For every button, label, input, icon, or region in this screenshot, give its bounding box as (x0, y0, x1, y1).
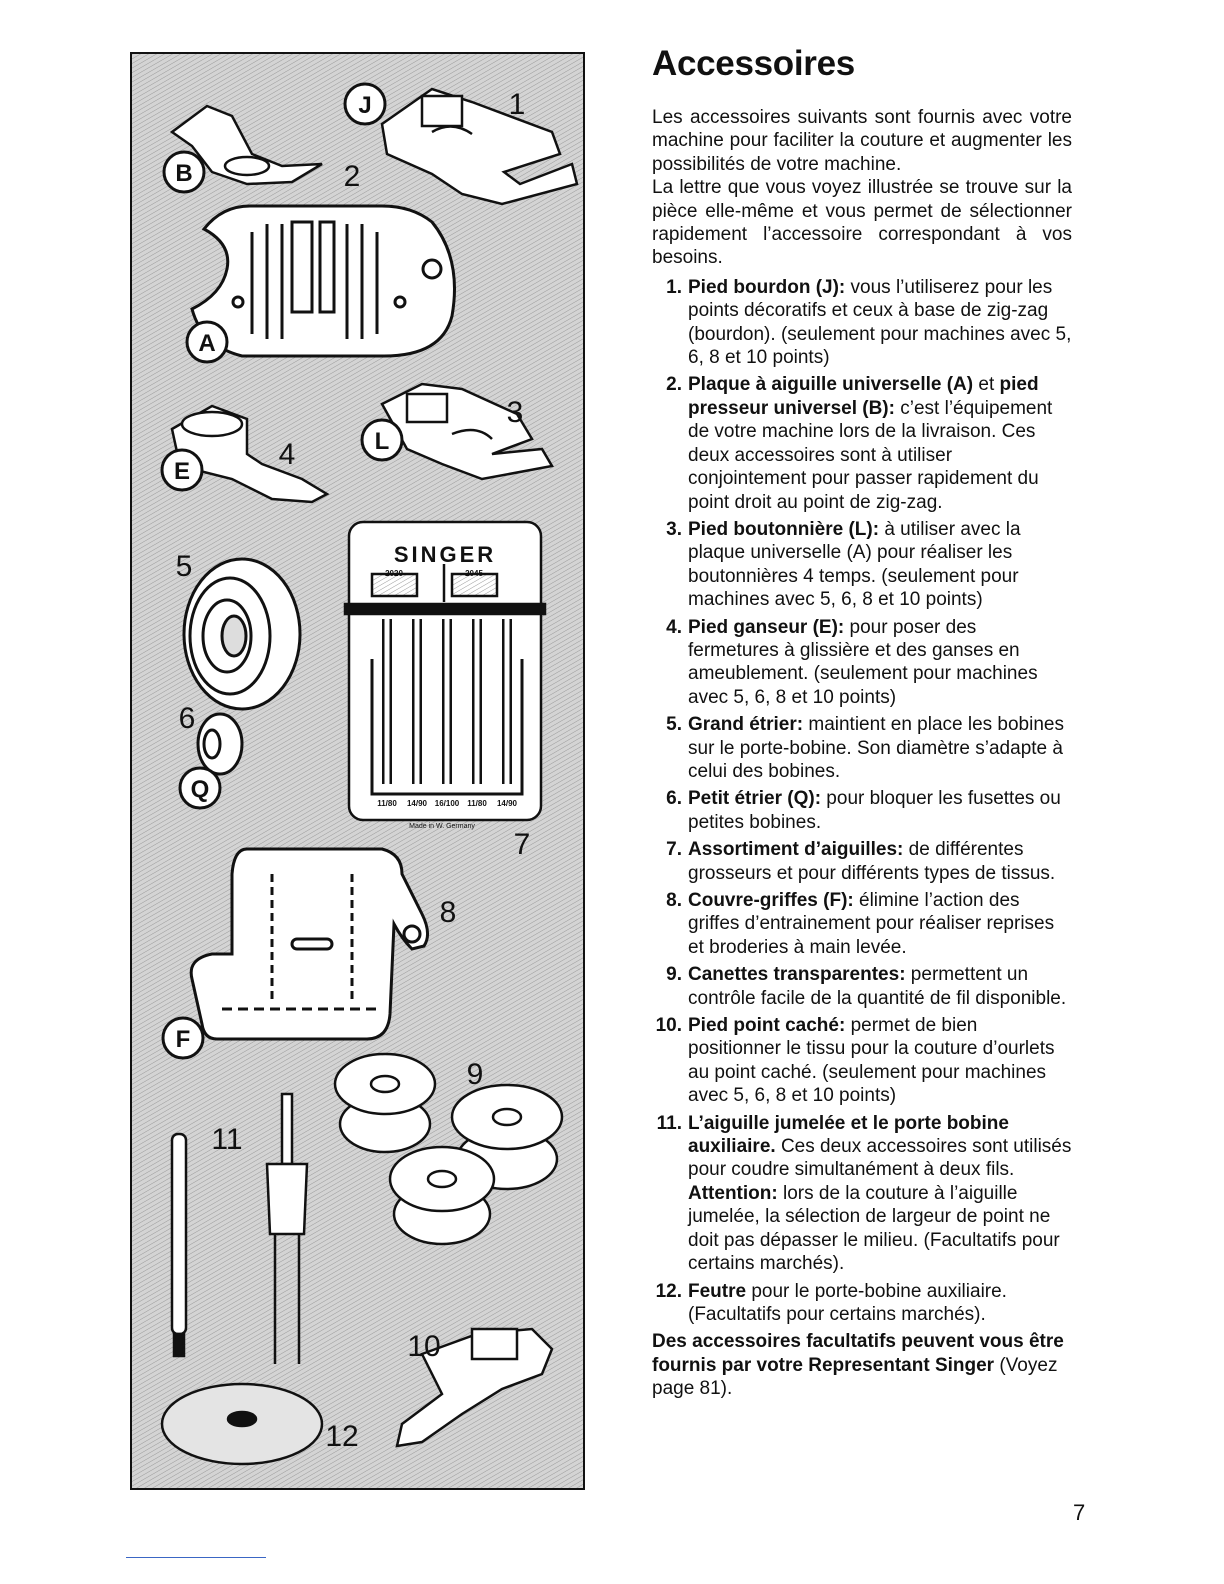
singer-brand: SINGER (393, 542, 497, 567)
number-1: 1 (508, 88, 526, 121)
list-item: 6. Petit étrier (Q): pour bloquer les fusettes ou petites bobines. (666, 788, 1061, 833)
text-column (652, 44, 1072, 1401)
number-6: 6 (178, 702, 196, 735)
needle-code-2: 2045 (465, 569, 483, 578)
number-5: 5 (175, 550, 193, 583)
accessories-drawing (132, 54, 585, 1490)
number-10: 10 (407, 1330, 441, 1363)
needle-size-1: 11/80 (377, 799, 397, 808)
letter-j: J (358, 92, 372, 119)
list-item: 11. L’aiguille jumelée et le porte bobine auxiliaire. Ces deux accessoires sont utilisés pour coudre simultanément à deux fils. Attention: lors de la couture à l’aiguille jumelée, la sélection de largeur de point ne doit pas dépasser le milieu. (Facultatifs pour certains marchés). (656, 1112, 1072, 1275)
list-item: 1. Pied bourdon (J): vous l’utiliserez pour les points décoratifs et ceux à base de zig-zag (bourdon). (seulement pour machines avec 5, 6, 8 et 10 points) (666, 276, 1072, 369)
list-item: 4. Pied ganseur (E): pour poser des fermetures à glissière et des ganses en ameublement. (seulement pour machines avec 5, 6, 8 et 10 points) (666, 616, 1038, 708)
accessories-list (652, 276, 1072, 1326)
letter-l: L (374, 428, 390, 455)
footer-rule (126, 1557, 266, 1558)
number-11: 11 (211, 1123, 243, 1156)
felt-disc-drawing (162, 1384, 322, 1464)
needle-plate-a-drawing (192, 206, 455, 356)
auxiliary-spool-pin-drawing (172, 1134, 186, 1356)
needle-size-5: 14/90 (496, 799, 518, 808)
number-7: 7 (513, 828, 531, 861)
list-item: 7. Assortiment d’aiguilles: de différentes grosseurs et pour différents types de tissus. (666, 839, 1056, 884)
list-item: 10. Pied point caché: permet de bien positionner le tissu pour la couture d’ourlets au point caché. (seulement pour machines avec 5, 6, 8 et 10 points) (655, 1015, 1055, 1107)
number-9: 9 (466, 1058, 484, 1091)
intro-paragraph-2: La lettre que vous voyez illustrée se trouve sur la pièce elle-même et vous permet de sélectionner rapidement l’accessoire correspondant à vos besoins. (652, 177, 1072, 269)
list-item: 5. Grand étrier: maintient en place les bobines sur le porte-bobine. Son diamètre s’adapte à celui des bobines. (666, 714, 1064, 782)
needle-size-2: 14/90 (406, 799, 428, 808)
number-8: 8 (439, 896, 457, 929)
large-spool-cap-drawing (184, 559, 300, 709)
needle-size-4: 11/80 (467, 799, 487, 808)
accessories-illustration (130, 52, 585, 1490)
list-item: 2. Plaque à aiguille universelle (A) et pied presseur universel (B): c’est l’équipement de votre machine lors de la livraison. Ces deux accessoires sont à utiliser conjointement pour passer rapidement du point droit au point de zig-zag. (666, 374, 1053, 513)
letter-a: A (198, 330, 216, 357)
number-4: 4 (278, 438, 296, 471)
list-item: 8. Couvre-griffes (F): élimine l’action des griffes d’entrainement pour réaliser reprises et broderies à main levée. (666, 890, 1055, 958)
letter-e: E (173, 458, 191, 485)
needle-size-3: 16/100 (434, 799, 460, 808)
small-spool-cap-drawing (198, 714, 242, 774)
number-2: 2 (343, 160, 361, 193)
page-number: 7 (1073, 1500, 1086, 1525)
closing-note: Des accessoires facultatifs peuvent vous être fournis par votre Representant Singer (Voyez page 81). (652, 1331, 1064, 1400)
needle-code-1: 2020 (385, 569, 403, 578)
number-12: 12 (325, 1420, 359, 1453)
made-in-label: Made in W. Germany (409, 823, 475, 830)
list-item: 12. Feutre pour le porte-bobine auxiliaire. (Facultatifs pour certains marchés). (655, 1280, 1007, 1325)
list-item: 3. Pied boutonnière (L): à utiliser avec la plaque universelle (A) pour réaliser les boutonnières 4 temps. (seulement pour machines avec 5, 6, 8 et 10 points) (666, 518, 1021, 611)
intro-paragraph-1: Les accessoires suivants sont fournis avec votre machine pour faciliter la couture et augmenter les possibilités de votre machine. (652, 107, 1072, 175)
letter-q: Q (190, 776, 210, 803)
list-item: 9. Canettes transparentes: permettent un contrôle facile de la quantité de fil disponible. (666, 964, 1067, 1009)
letter-b: B (175, 160, 193, 187)
page-title: Accessoires (652, 44, 855, 83)
number-3: 3 (506, 396, 524, 429)
letter-f: F (175, 1026, 191, 1053)
